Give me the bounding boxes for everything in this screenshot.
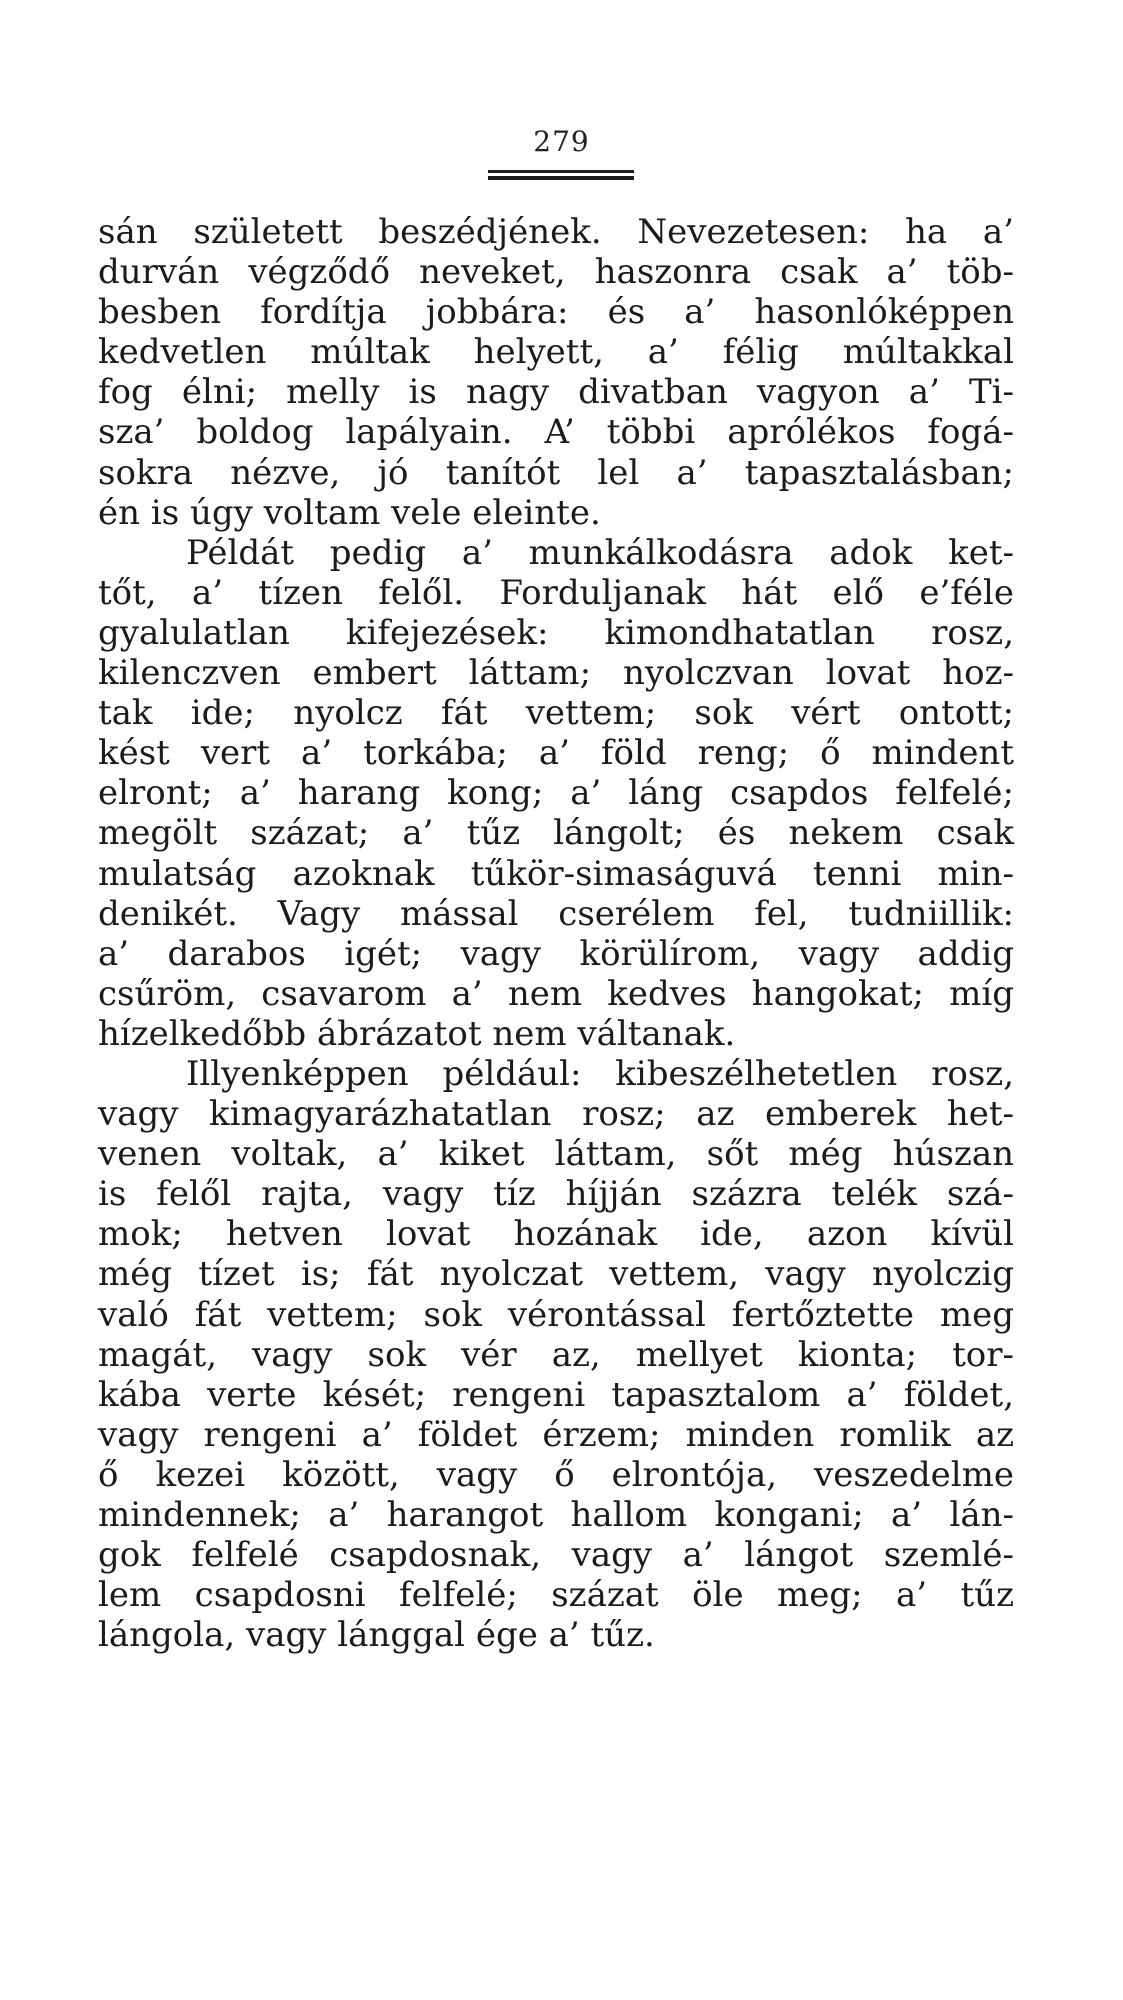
text-line: mulatság azoknak tűkör-simaságuvá tenni min- bbox=[98, 853, 1014, 894]
body-text bbox=[98, 212, 1014, 1655]
page-number: 279 bbox=[533, 125, 590, 158]
text-line: venen voltak, a’ kiket láttam, sőt még húszan bbox=[98, 1134, 1014, 1175]
text-line: besben fordítja jobbára: és a’ hasonlóképpen bbox=[98, 292, 1014, 333]
text-line: vagy rengeni a’ földet érzem; minden romlik az bbox=[98, 1414, 1014, 1455]
text-line: én is úgy voltam vele eleinte. bbox=[98, 492, 601, 533]
text-line: lem csapdosni felfelé; százat öle meg; a’ tűz bbox=[98, 1575, 1014, 1616]
text-line: megölt százat; a’ tűz lángolt; és nekem csak bbox=[98, 813, 1014, 854]
text-line: durván végződő neveket, haszonra csak a’ töb- bbox=[98, 252, 1014, 293]
text-line: ő kezei között, vagy ő elrontója, veszedelme bbox=[98, 1454, 1014, 1495]
text-line: vagy kimagyarázhatatlan rosz; az emberek het- bbox=[98, 1094, 1014, 1135]
text-line: elront; a’ harang kong; a’ láng csapdos felfelé; bbox=[98, 773, 1014, 814]
text-line: tak ide; nyolcz fát vettem; sok vért ontott; bbox=[98, 693, 1014, 734]
text-line: gyalulatlan kifejezések: kimondhatatlan rosz, bbox=[98, 612, 1014, 653]
text-line: hízelkedőbb ábrázatot nem váltanak. bbox=[98, 1013, 736, 1054]
text-line: kilenczven embert láttam; nyolczvan lovat hoz- bbox=[98, 653, 1014, 694]
text-line: a’ darabos igét; vagy körülírom, vagy addig bbox=[98, 933, 1014, 974]
text-line: még tízet is; fát nyolczat vettem, vagy nyolczig bbox=[98, 1254, 1014, 1295]
text-line: mindennek; a’ harangot hallom kongani; a’ lán- bbox=[98, 1495, 1014, 1535]
text-line: is felől rajta, vagy tíz híjján százra telék szá- bbox=[98, 1174, 1014, 1215]
text-line: kába verte kését; rengeni tapasztalom a’ földet, bbox=[98, 1374, 1014, 1415]
text-line: sza’ boldog lapályain. A’ többi aprólékos fogá- bbox=[98, 412, 1014, 453]
text-line: sán született beszédjének. Nevezetesen: ha a’ bbox=[98, 212, 1014, 252]
text-line: kedvetlen múltak helyett, a’ félig múltakkal bbox=[98, 332, 1014, 373]
text-line: gok felfelé csapdosnak, vagy a’ lángot szemlé- bbox=[98, 1535, 1014, 1576]
text-line: tőt, a’ tízen felől. Forduljanak hát elő e’féle bbox=[98, 572, 1014, 613]
text-line: való fát vettem; sok vérontással fertőztette meg bbox=[98, 1294, 1014, 1335]
text-line: magát, vagy sok vér az, mellyet kionta; tor- bbox=[98, 1334, 1014, 1375]
header-rule-top bbox=[488, 170, 634, 173]
text-line: fog élni; melly is nagy divatban vagyon a’ Ti- bbox=[98, 372, 1014, 413]
text-line: lángola, vagy lánggal ége a’ tűz. bbox=[98, 1615, 655, 1656]
text-line: mok; hetven lovat hozának ide, azon kívül bbox=[98, 1214, 1014, 1255]
text-line: csűröm, csavarom a’ nem kedves hangokat; míg bbox=[98, 973, 1014, 1014]
paragraph-start-line: Illyenképpen például: kibeszélhetetlen rosz, bbox=[186, 1053, 1014, 1094]
text-line: kést vert a’ torkába; a’ föld reng; ő mindent bbox=[98, 733, 1014, 774]
paragraph-start-line: Példát pedig a’ munkálkodásra adok ket- bbox=[186, 532, 1014, 573]
text-line: sokra nézve, jó tanítót lel a’ tapasztalásban; bbox=[98, 452, 1014, 493]
text-line: denikét. Vagy mással cserélem fel, tudniillik: bbox=[98, 893, 1014, 934]
header-rule-bottom bbox=[488, 176, 634, 180]
